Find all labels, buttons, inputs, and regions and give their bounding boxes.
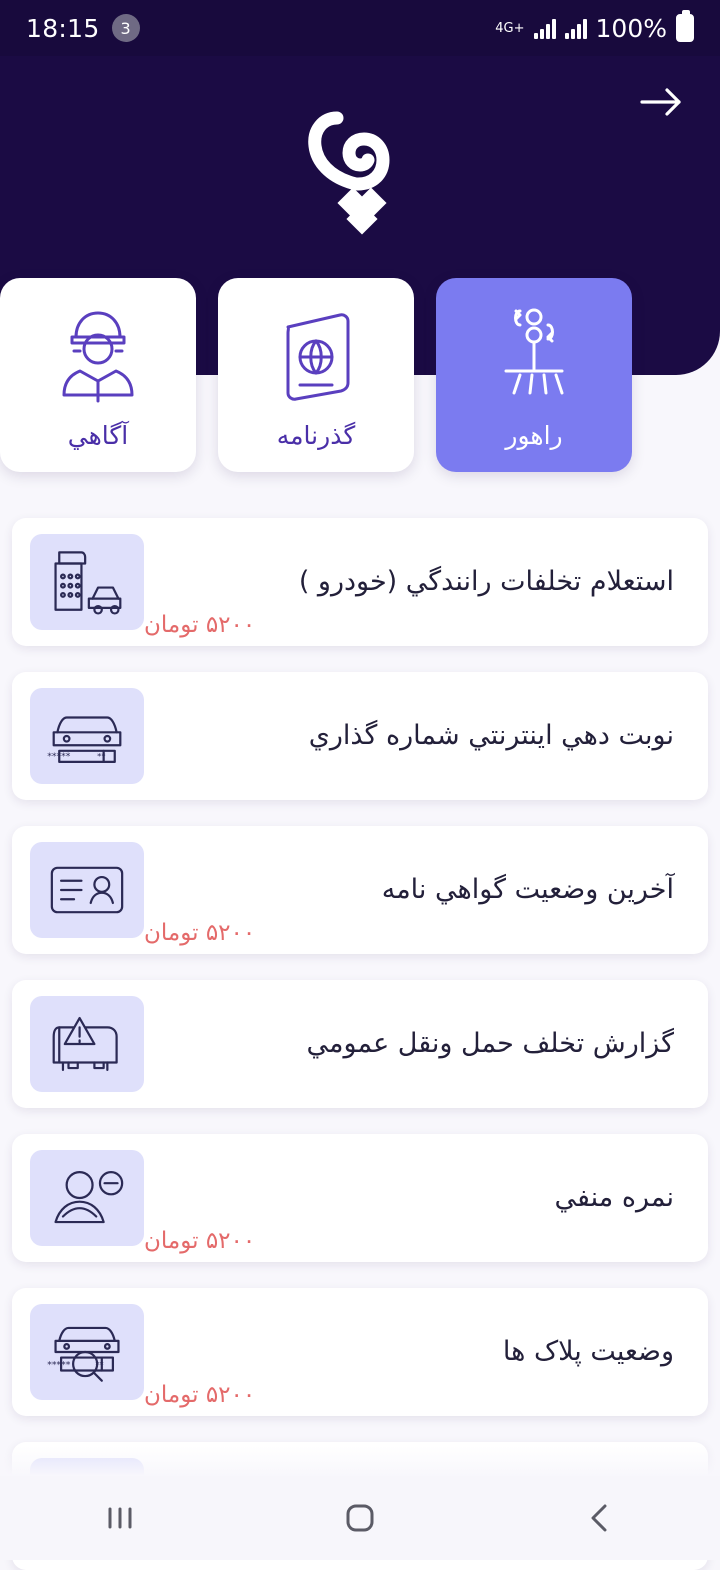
- list-item-body: [144, 980, 690, 1108]
- list-fade: [0, 1446, 720, 1476]
- home-icon[interactable]: [315, 1488, 405, 1548]
- signal-bars-2-icon: [565, 17, 587, 39]
- category-tabs: [0, 278, 720, 472]
- list-item-body: [144, 826, 690, 954]
- svg-text:**: **: [95, 1359, 104, 1370]
- list-item-title: گزارش تخلف حمل ونقل عمومي: [306, 1028, 674, 1060]
- list-item-title: نمره منفي: [554, 1182, 674, 1214]
- list-item-body: [144, 672, 690, 800]
- status-bar: [0, 0, 720, 56]
- list-item-body: [144, 1288, 690, 1416]
- status-left: [26, 14, 140, 43]
- list-item[interactable]: [12, 980, 708, 1108]
- list-item[interactable]: [12, 518, 708, 646]
- traffic-light-icon: [486, 301, 582, 407]
- passport-icon: [268, 301, 364, 407]
- svg-text:*****: *****: [47, 751, 71, 763]
- bus-warning-icon: [30, 996, 144, 1092]
- svg-text:**: **: [97, 751, 106, 762]
- notification-badge: 3: [112, 14, 140, 42]
- tab-rahvar[interactable]: [436, 278, 632, 472]
- tab-label: گذرنامه: [276, 420, 356, 450]
- back-icon[interactable]: [555, 1488, 645, 1548]
- signal-bars-icon: [534, 17, 556, 39]
- list-item-title: استعلام تخلفات رانندگي (خودرو ): [298, 566, 674, 598]
- police-officer-icon: [50, 301, 146, 407]
- license-card-icon: [30, 842, 144, 938]
- tab-label: راهور: [505, 420, 563, 450]
- list-item[interactable]: [12, 1288, 708, 1416]
- list-item-body: [144, 518, 690, 646]
- tab-label: آگاهي: [67, 420, 129, 450]
- list-item-body: [144, 1134, 690, 1262]
- services-list[interactable]: [0, 518, 720, 1478]
- status-time: 18:15: [26, 13, 100, 43]
- list-item-price: ۵۲۰۰ تومان: [144, 1228, 256, 1254]
- list-item-price: ۵۲۰۰ تومان: [144, 920, 256, 946]
- plate-search-icon: [30, 1304, 144, 1400]
- tab-agahi[interactable]: [0, 278, 196, 472]
- recents-icon[interactable]: [75, 1488, 165, 1548]
- tab-gozarnameh[interactable]: [218, 278, 414, 472]
- list-item-title: نوبت دهي اينترنتي شماره گذاري: [308, 720, 674, 752]
- arrow-right-icon[interactable]: [634, 78, 688, 126]
- list-item-title: وضعيت پلاک ها: [502, 1336, 674, 1368]
- list-item-title: آخرين وضعيت گواهي نامه: [381, 874, 674, 906]
- negative-score-icon: [30, 1150, 144, 1246]
- list-item[interactable]: [12, 672, 708, 800]
- svg-text:*****: *****: [47, 1359, 71, 1371]
- violation-terminal-icon: [30, 534, 144, 630]
- system-navigation-bar: [0, 1476, 720, 1560]
- app-logo: [285, 96, 435, 246]
- network-type-label: 4G+: [495, 20, 525, 36]
- battery-percent-label: 100%: [595, 13, 667, 43]
- list-item[interactable]: [12, 1134, 708, 1262]
- status-right: [495, 14, 694, 43]
- car-plate-icon: [30, 688, 144, 784]
- list-item-price: ۵۲۰۰ تومان: [144, 612, 256, 638]
- battery-icon: [676, 14, 694, 42]
- list-item-price: ۵۲۰۰ تومان: [144, 1382, 256, 1408]
- list-item[interactable]: [12, 826, 708, 954]
